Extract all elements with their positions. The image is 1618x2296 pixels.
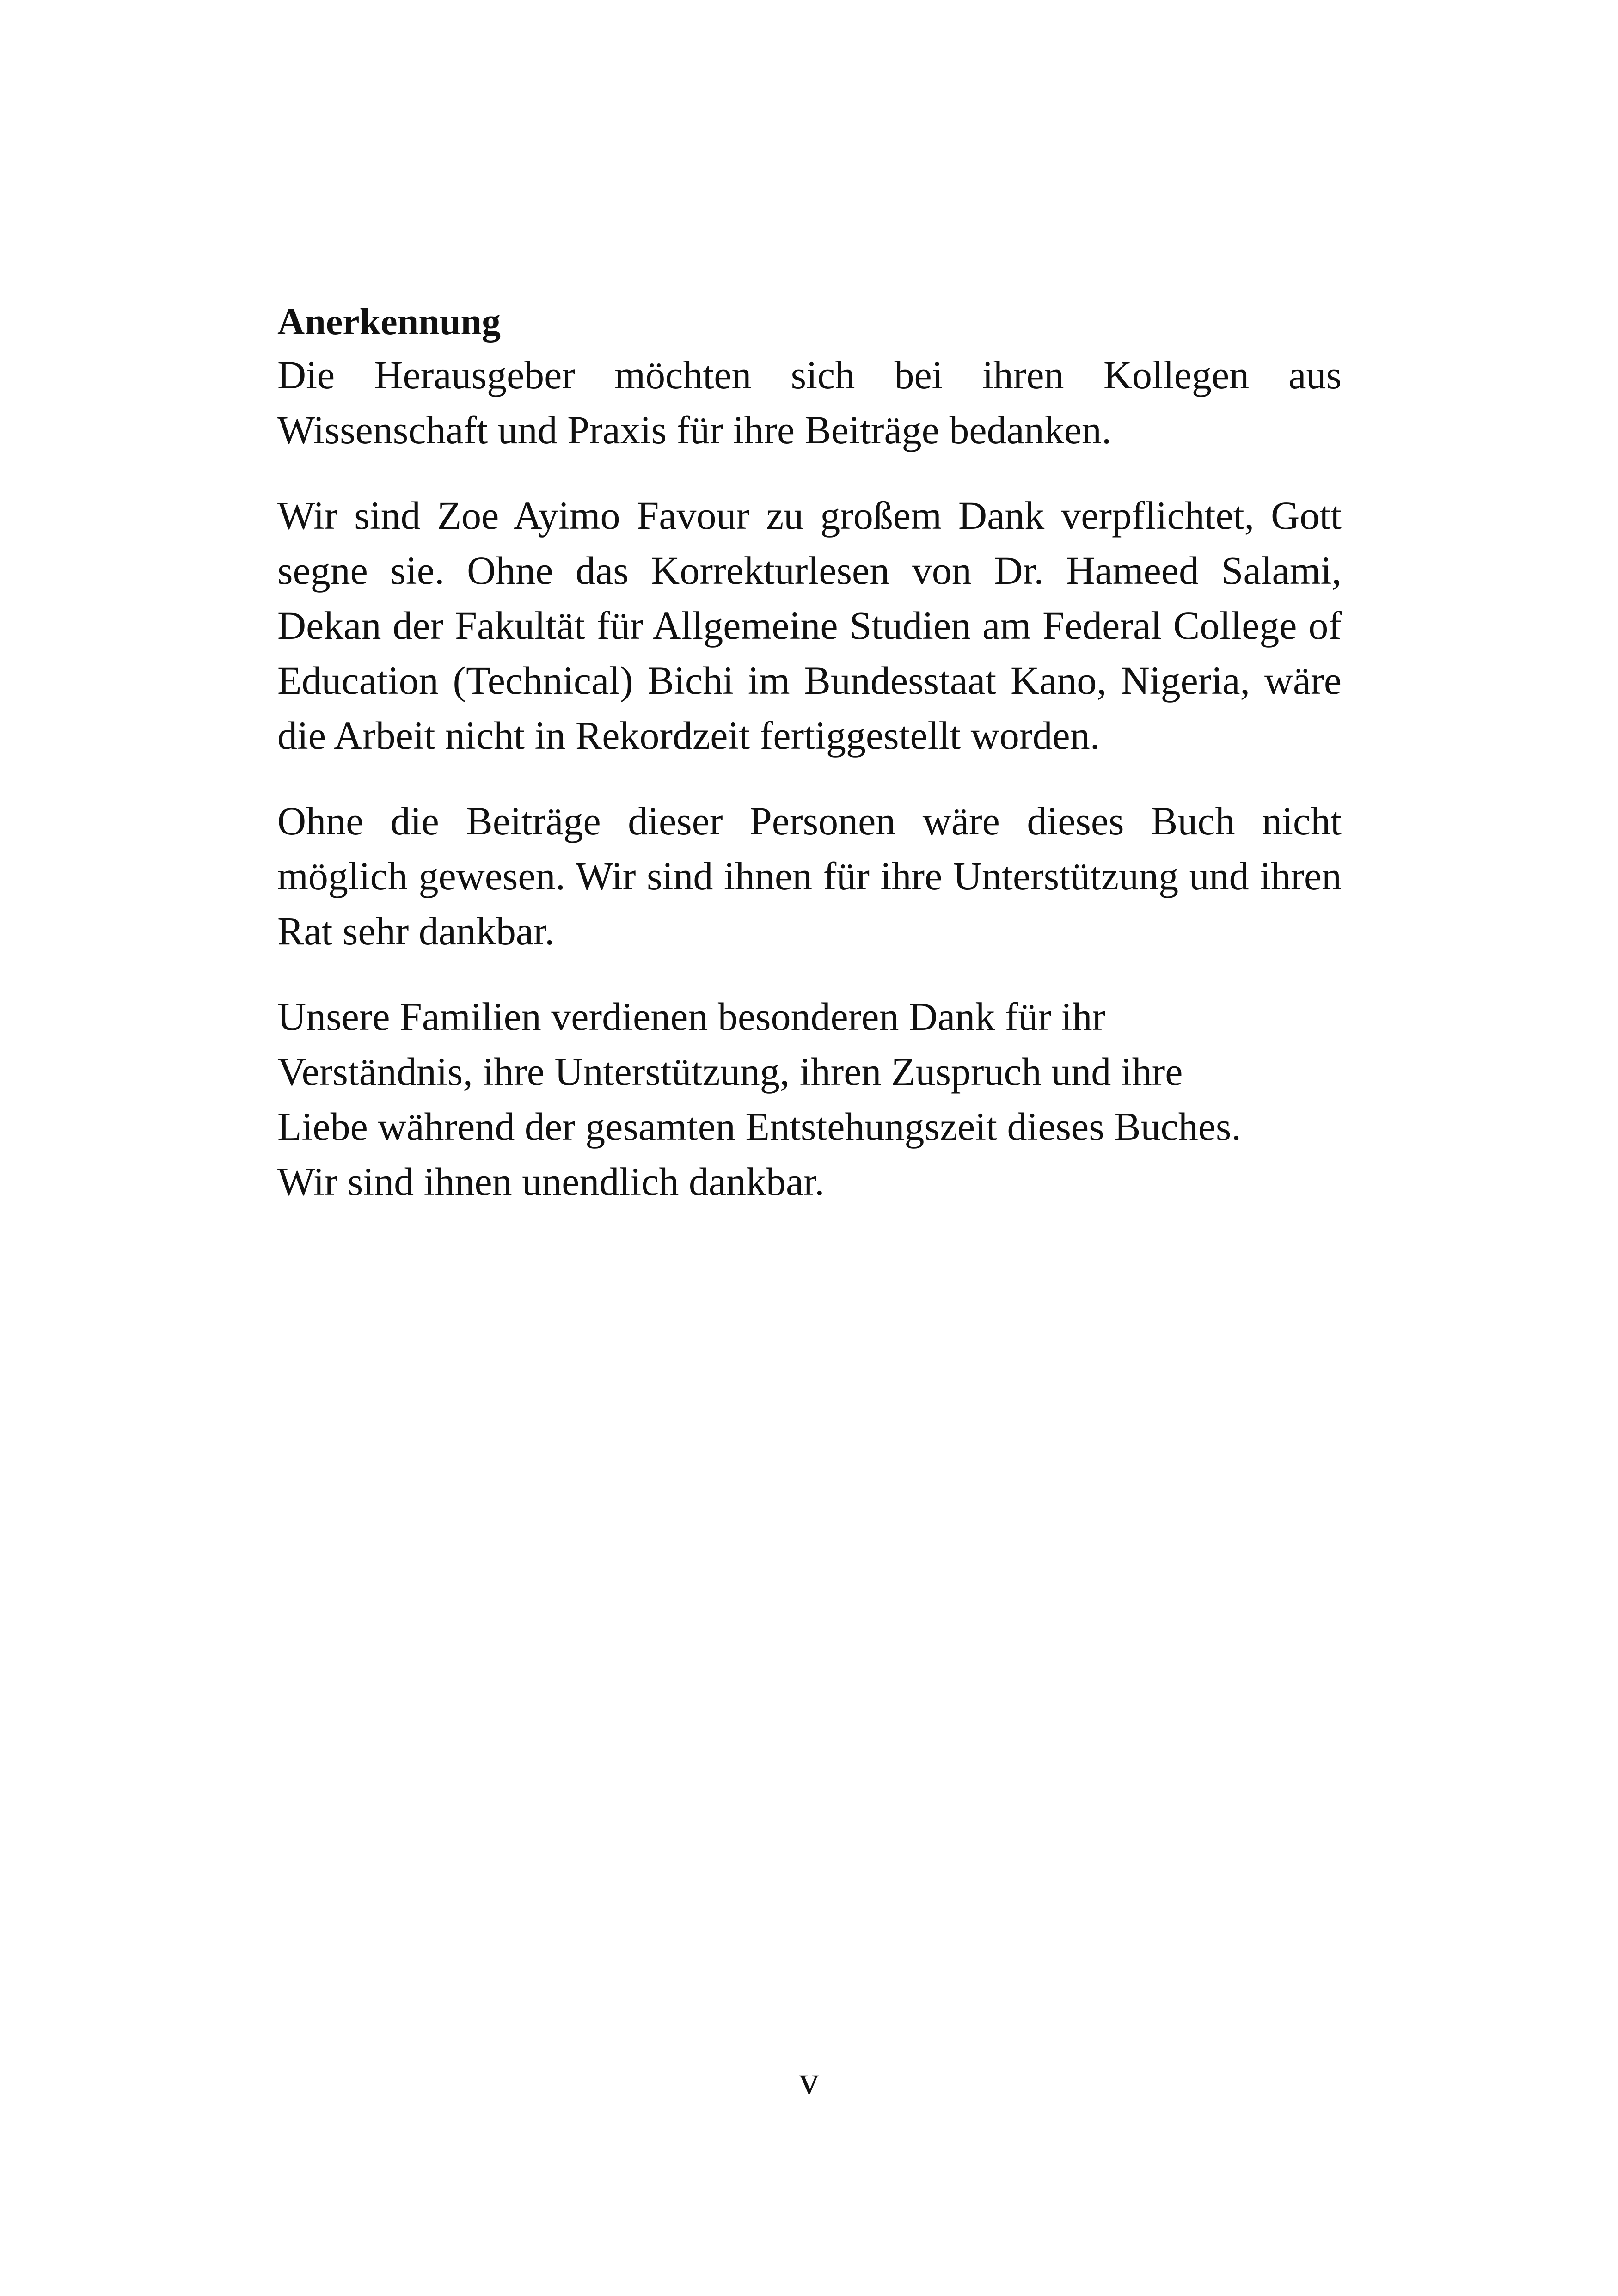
paragraph-thanks-contributors: Ohne die Beiträge dieser Personen wäre dieses Buch nicht möglich gewesen. Wir sind ihnen für ihre Unterstützung und ihren Rat sehr dankbar. — [277, 799, 1342, 953]
paragraph-thanks-colleagues: Die Herausgeber möchten sich bei ihren Kollegen aus Wissenschaft und Praxis für ihre Beiträge bedanken. — [277, 353, 1342, 452]
paragraph-thanks-proofreading: Wir sind Zoe Ayimo Favour zu großem Dank verpflichtet, Gott segne sie. Ohne das Korrekturlesen von Dr. Hameed Salami, Dekan der Fakultät für Allgemeine Studien am Federal College of Education (Technical) Bichi im Bundesstaat Kano, Nigeria, wäre die Arbeit nicht in Rekordzeit fertiggestellt worden. — [277, 493, 1342, 758]
page-number: v — [799, 2058, 819, 2102]
paragraph-thanks-families — [277, 989, 1342, 1209]
section-heading: Anerkennung — [277, 300, 501, 343]
paragraph-line: Verständnis, ihre Unterstützung, ihren Zuspruch und ihre — [277, 1049, 1183, 1094]
paragraph-line: Liebe während der gesamten Entstehungszeit dieses Buches. — [277, 1104, 1241, 1149]
page-content — [277, 296, 1342, 1209]
paragraph-line: Unsere Familien verdienen besonderen Dank für ihr — [277, 994, 1106, 1039]
paragraph-line: Wir sind ihnen unendlich dankbar. — [277, 1159, 825, 1204]
